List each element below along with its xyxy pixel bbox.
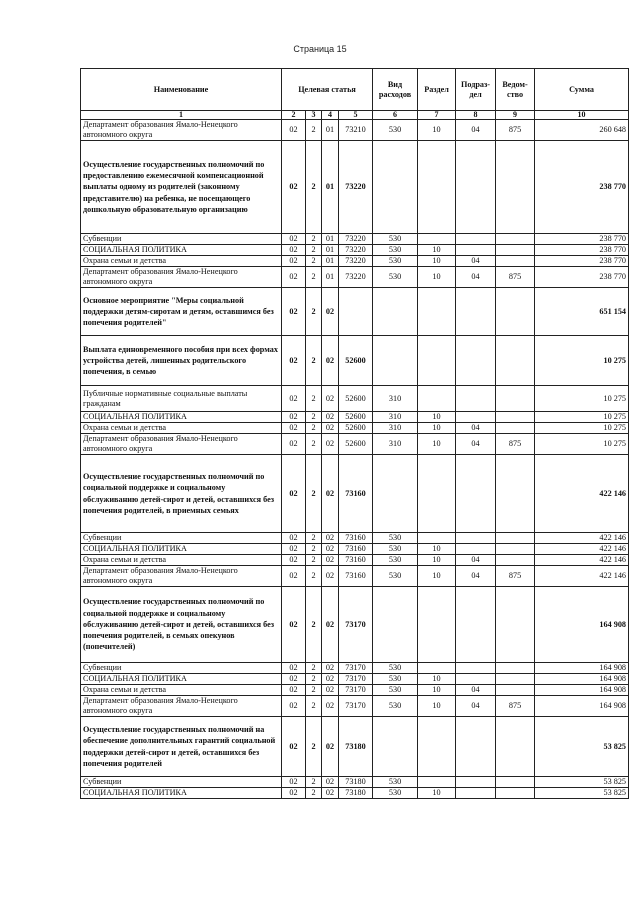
row-code-3: 2 (306, 717, 322, 777)
row-code-4: 01 (322, 234, 339, 245)
row-name: Департамент образования Ямало-Ненецкого автономного округа (81, 434, 282, 455)
column-number: 8 (456, 111, 496, 120)
row-section (418, 587, 456, 663)
row-sum: 651 154 (535, 288, 629, 336)
column-number-row (81, 111, 629, 120)
table-body (81, 120, 629, 799)
table-row (81, 120, 629, 141)
table-row (81, 245, 629, 256)
row-code-3: 2 (306, 455, 322, 533)
row-name: Субвенции (81, 663, 282, 674)
row-section (418, 455, 456, 533)
row-code-3: 2 (306, 245, 322, 256)
row-code-2: 02 (282, 663, 306, 674)
row-code-5: 73160 (339, 533, 373, 544)
row-code-3: 2 (306, 685, 322, 696)
row-subsection: 04 (456, 555, 496, 566)
row-name: Охрана семьи и детства (81, 685, 282, 696)
row-code-4: 02 (322, 412, 339, 423)
row-sum: 164 908 (535, 663, 629, 674)
row-section: 10 (418, 566, 456, 587)
header-section: Раздел (418, 69, 456, 111)
row-code-5: 73170 (339, 663, 373, 674)
row-code-4: 02 (322, 587, 339, 663)
row-code-3: 2 (306, 386, 322, 412)
row-name: СОЦИАЛЬНАЯ ПОЛИТИКА (81, 788, 282, 799)
row-code-5: 52600 (339, 434, 373, 455)
row-sum: 260 648 (535, 120, 629, 141)
row-code-2: 02 (282, 336, 306, 386)
row-code-5: 73220 (339, 141, 373, 234)
row-code-5: 73220 (339, 245, 373, 256)
row-department (496, 455, 535, 533)
row-section (418, 288, 456, 336)
row-code-4: 02 (322, 788, 339, 799)
row-code-3: 2 (306, 696, 322, 717)
table-row (81, 412, 629, 423)
row-subsection (456, 245, 496, 256)
row-code-4: 02 (322, 288, 339, 336)
header-subsection: Подраз- дел (456, 69, 496, 111)
row-expense-type: 310 (373, 412, 418, 423)
row-expense-type: 530 (373, 566, 418, 587)
row-subsection (456, 336, 496, 386)
row-code-3: 2 (306, 336, 322, 386)
table-row (81, 555, 629, 566)
row-sum: 422 146 (535, 533, 629, 544)
row-sum: 164 908 (535, 685, 629, 696)
row-department (496, 777, 535, 788)
table-row (81, 696, 629, 717)
row-department: 875 (496, 566, 535, 587)
row-code-2: 02 (282, 256, 306, 267)
row-code-3: 2 (306, 777, 322, 788)
row-expense-type: 530 (373, 533, 418, 544)
row-code-4: 02 (322, 386, 339, 412)
row-name: Охрана семьи и детства (81, 423, 282, 434)
row-department (496, 674, 535, 685)
table-row (81, 777, 629, 788)
row-department (496, 141, 535, 234)
row-expense-type (373, 288, 418, 336)
header-name: Наименование (81, 69, 282, 111)
row-section: 10 (418, 788, 456, 799)
row-sum: 422 146 (535, 555, 629, 566)
row-code-2: 02 (282, 455, 306, 533)
row-code-2: 02 (282, 423, 306, 434)
row-code-3: 2 (306, 423, 322, 434)
row-sum: 164 908 (535, 696, 629, 717)
row-expense-type (373, 141, 418, 234)
row-expense-type: 530 (373, 674, 418, 685)
row-code-3: 2 (306, 234, 322, 245)
table-row (81, 685, 629, 696)
row-code-3: 2 (306, 555, 322, 566)
row-code-4: 02 (322, 717, 339, 777)
row-section (418, 336, 456, 386)
row-name: Осуществление государственных полномочий по предоставлению ежемесячной компенсационной выплаты одному из родителей (законному представителю) на ребенка, не посещающего дошкольную образовательную организацию (81, 141, 282, 234)
row-subsection: 04 (456, 120, 496, 141)
row-sum: 422 146 (535, 544, 629, 555)
row-expense-type: 530 (373, 544, 418, 555)
table-row (81, 336, 629, 386)
row-expense-type (373, 717, 418, 777)
row-department (496, 685, 535, 696)
row-code-4: 02 (322, 336, 339, 386)
row-code-2: 02 (282, 788, 306, 799)
row-expense-type: 530 (373, 245, 418, 256)
row-expense-type (373, 587, 418, 663)
row-code-5: 73170 (339, 696, 373, 717)
row-name: Субвенции (81, 533, 282, 544)
row-department: 875 (496, 120, 535, 141)
row-subsection (456, 717, 496, 777)
row-code-2: 02 (282, 434, 306, 455)
row-section: 10 (418, 544, 456, 555)
row-code-3: 2 (306, 412, 322, 423)
row-code-5: 73170 (339, 674, 373, 685)
row-expense-type: 530 (373, 788, 418, 799)
row-department (496, 412, 535, 423)
table-row (81, 423, 629, 434)
row-code-5: 73180 (339, 788, 373, 799)
row-code-3: 2 (306, 434, 322, 455)
row-code-2: 02 (282, 674, 306, 685)
column-number: 5 (339, 111, 373, 120)
row-code-5: 52600 (339, 336, 373, 386)
row-name: Департамент образования Ямало-Ненецкого автономного округа (81, 696, 282, 717)
row-name: Выплата единовременного пособия при всех формах устройства детей, лишенных родительского попечения, в семью (81, 336, 282, 386)
row-name: Охрана семьи и детства (81, 555, 282, 566)
row-code-4: 01 (322, 245, 339, 256)
row-code-4: 02 (322, 674, 339, 685)
row-code-2: 02 (282, 544, 306, 555)
row-subsection (456, 587, 496, 663)
row-section: 10 (418, 245, 456, 256)
row-department (496, 288, 535, 336)
table-row (81, 256, 629, 267)
row-department (496, 544, 535, 555)
row-department: 875 (496, 267, 535, 288)
row-code-4: 01 (322, 141, 339, 234)
row-department: 875 (496, 434, 535, 455)
row-name: Субвенции (81, 777, 282, 788)
row-department (496, 256, 535, 267)
row-code-5: 73160 (339, 555, 373, 566)
row-expense-type: 530 (373, 234, 418, 245)
header-expense-type: Вид расходов (373, 69, 418, 111)
row-expense-type: 310 (373, 434, 418, 455)
row-subsection: 04 (456, 267, 496, 288)
row-name: Департамент образования Ямало-Ненецкого автономного округа (81, 120, 282, 141)
row-section: 10 (418, 412, 456, 423)
row-code-5: 73210 (339, 120, 373, 141)
row-code-4: 02 (322, 777, 339, 788)
table-row (81, 566, 629, 587)
row-code-3: 2 (306, 256, 322, 267)
column-number: 7 (418, 111, 456, 120)
row-section: 10 (418, 555, 456, 566)
table-row (81, 386, 629, 412)
table-row (81, 267, 629, 288)
row-subsection (456, 141, 496, 234)
row-department (496, 245, 535, 256)
row-sum: 10 275 (535, 336, 629, 386)
row-expense-type: 530 (373, 777, 418, 788)
table-row (81, 663, 629, 674)
row-subsection: 04 (456, 423, 496, 434)
row-sum: 238 770 (535, 245, 629, 256)
row-code-5: 73220 (339, 234, 373, 245)
table-row (81, 674, 629, 685)
row-code-3: 2 (306, 544, 322, 555)
header-sum: Сумма (535, 69, 629, 111)
row-code-3: 2 (306, 267, 322, 288)
row-section (418, 234, 456, 245)
row-code-2: 02 (282, 566, 306, 587)
row-code-5: 73160 (339, 455, 373, 533)
row-expense-type (373, 336, 418, 386)
row-code-4: 02 (322, 434, 339, 455)
row-name: Департамент образования Ямало-Ненецкого автономного округа (81, 267, 282, 288)
column-number: 9 (496, 111, 535, 120)
row-expense-type: 530 (373, 696, 418, 717)
row-code-4: 02 (322, 533, 339, 544)
row-expense-type: 530 (373, 256, 418, 267)
row-sum: 10 275 (535, 434, 629, 455)
column-number: 1 (81, 111, 282, 120)
row-subsection (456, 386, 496, 412)
row-name: Основное мероприятие "Меры социальной поддержки детям-сиротам и детям, оставшимся без попечения родителей" (81, 288, 282, 336)
row-subsection (456, 533, 496, 544)
row-section: 10 (418, 434, 456, 455)
table-header-row (81, 69, 629, 111)
row-sum: 53 825 (535, 717, 629, 777)
row-subsection: 04 (456, 566, 496, 587)
page-number: Страница 15 (293, 44, 347, 54)
row-expense-type: 530 (373, 663, 418, 674)
row-subsection (456, 777, 496, 788)
budget-table (80, 68, 629, 799)
table-row (81, 141, 629, 234)
row-code-2: 02 (282, 386, 306, 412)
row-section (418, 663, 456, 674)
row-department: 875 (496, 696, 535, 717)
row-code-5 (339, 288, 373, 336)
row-code-5: 52600 (339, 386, 373, 412)
row-code-4: 01 (322, 267, 339, 288)
table-row (81, 288, 629, 336)
table-row (81, 717, 629, 777)
row-sum: 10 275 (535, 423, 629, 434)
row-name: Публичные нормативные социальные выплаты гражданам (81, 386, 282, 412)
row-code-4: 02 (322, 455, 339, 533)
row-sum: 10 275 (535, 412, 629, 423)
row-expense-type: 310 (373, 386, 418, 412)
row-department (496, 717, 535, 777)
table-row (81, 455, 629, 533)
row-code-2: 02 (282, 587, 306, 663)
table-row (81, 533, 629, 544)
row-department (496, 587, 535, 663)
row-code-2: 02 (282, 141, 306, 234)
row-code-3: 2 (306, 288, 322, 336)
row-subsection (456, 788, 496, 799)
row-section: 10 (418, 674, 456, 685)
row-code-2: 02 (282, 777, 306, 788)
row-subsection (456, 288, 496, 336)
row-sum: 238 770 (535, 267, 629, 288)
row-section: 10 (418, 423, 456, 434)
row-expense-type: 530 (373, 555, 418, 566)
row-code-2: 02 (282, 696, 306, 717)
row-subsection (456, 663, 496, 674)
row-department (496, 663, 535, 674)
column-number: 3 (306, 111, 322, 120)
header-target: Целевая статья (282, 69, 373, 111)
row-code-2: 02 (282, 234, 306, 245)
row-subsection: 04 (456, 696, 496, 717)
row-section (418, 533, 456, 544)
row-expense-type: 530 (373, 685, 418, 696)
row-code-2: 02 (282, 685, 306, 696)
row-section: 10 (418, 696, 456, 717)
row-name: СОЦИАЛЬНАЯ ПОЛИТИКА (81, 412, 282, 423)
row-code-4: 02 (322, 696, 339, 717)
row-name: Департамент образования Ямало-Ненецкого автономного округа (81, 566, 282, 587)
row-subsection: 04 (456, 685, 496, 696)
row-section: 10 (418, 267, 456, 288)
row-code-4: 02 (322, 544, 339, 555)
row-sum: 10 275 (535, 386, 629, 412)
column-number: 2 (282, 111, 306, 120)
row-code-5: 73180 (339, 777, 373, 788)
row-sum: 164 908 (535, 587, 629, 663)
row-code-2: 02 (282, 288, 306, 336)
row-expense-type (373, 455, 418, 533)
row-expense-type: 310 (373, 423, 418, 434)
row-subsection (456, 544, 496, 555)
row-section: 10 (418, 120, 456, 141)
row-code-4: 02 (322, 685, 339, 696)
table-row (81, 544, 629, 555)
row-sum: 238 770 (535, 256, 629, 267)
row-code-3: 2 (306, 120, 322, 141)
row-name: СОЦИАЛЬНАЯ ПОЛИТИКА (81, 245, 282, 256)
header-department: Ведом- ство (496, 69, 535, 111)
row-subsection (456, 674, 496, 685)
row-code-5: 73180 (339, 717, 373, 777)
row-section (418, 777, 456, 788)
row-department (496, 234, 535, 245)
row-section (418, 717, 456, 777)
row-expense-type: 530 (373, 267, 418, 288)
row-subsection: 04 (456, 256, 496, 267)
column-number: 6 (373, 111, 418, 120)
row-subsection (456, 455, 496, 533)
row-name: СОЦИАЛЬНАЯ ПОЛИТИКА (81, 544, 282, 555)
row-code-3: 2 (306, 788, 322, 799)
row-department (496, 423, 535, 434)
row-code-4: 02 (322, 423, 339, 434)
row-code-4: 02 (322, 555, 339, 566)
row-code-5: 73160 (339, 544, 373, 555)
row-sum: 422 146 (535, 455, 629, 533)
row-name: Осуществление государственных полномочий по социальной поддержке и социальному обслуживанию детей-сирот и детей, оставшихся без попечения родителей, в семьях опекунов (попечителей) (81, 587, 282, 663)
row-department (496, 336, 535, 386)
row-code-3: 2 (306, 141, 322, 234)
row-name: СОЦИАЛЬНАЯ ПОЛИТИКА (81, 674, 282, 685)
row-code-2: 02 (282, 717, 306, 777)
row-sum: 238 770 (535, 234, 629, 245)
row-sum: 53 825 (535, 788, 629, 799)
row-code-5: 73220 (339, 256, 373, 267)
row-sum: 53 825 (535, 777, 629, 788)
row-department (496, 533, 535, 544)
row-code-4: 01 (322, 256, 339, 267)
row-section: 10 (418, 685, 456, 696)
row-sum: 422 146 (535, 566, 629, 587)
row-sum: 164 908 (535, 674, 629, 685)
row-code-5: 52600 (339, 412, 373, 423)
row-name: Осуществление государственных полномочий на обеспечение дополнительных гарантий социальной поддержки детей-сирот и детей, оставшихся без попечения родителей (81, 717, 282, 777)
row-subsection (456, 234, 496, 245)
row-name: Субвенции (81, 234, 282, 245)
table-row (81, 434, 629, 455)
row-code-2: 02 (282, 555, 306, 566)
row-section (418, 386, 456, 412)
row-code-3: 2 (306, 663, 322, 674)
column-number: 4 (322, 111, 339, 120)
row-department (496, 788, 535, 799)
row-code-2: 02 (282, 533, 306, 544)
row-code-5: 73170 (339, 587, 373, 663)
table-row (81, 788, 629, 799)
row-code-4: 02 (322, 663, 339, 674)
row-code-2: 02 (282, 245, 306, 256)
column-number: 10 (535, 111, 629, 120)
row-sum: 238 770 (535, 141, 629, 234)
row-code-5: 52600 (339, 423, 373, 434)
row-code-3: 2 (306, 533, 322, 544)
row-code-3: 2 (306, 674, 322, 685)
row-code-4: 01 (322, 120, 339, 141)
row-section: 10 (418, 256, 456, 267)
row-code-2: 02 (282, 412, 306, 423)
row-expense-type: 530 (373, 120, 418, 141)
row-code-4: 02 (322, 566, 339, 587)
row-name: Осуществление государственных полномочий по социальной поддержке и социальному обслуживанию детей-сирот и детей, оставшихся без попечения родителей, в приемных семьях (81, 455, 282, 533)
row-code-3: 2 (306, 566, 322, 587)
row-department (496, 555, 535, 566)
row-code-3: 2 (306, 587, 322, 663)
row-code-5: 73170 (339, 685, 373, 696)
row-code-5: 73160 (339, 566, 373, 587)
row-department (496, 386, 535, 412)
row-code-2: 02 (282, 120, 306, 141)
row-subsection (456, 412, 496, 423)
row-code-5: 73220 (339, 267, 373, 288)
table-row (81, 234, 629, 245)
row-subsection: 04 (456, 434, 496, 455)
row-code-2: 02 (282, 267, 306, 288)
table-row (81, 587, 629, 663)
row-section (418, 141, 456, 234)
row-name: Охрана семьи и детства (81, 256, 282, 267)
